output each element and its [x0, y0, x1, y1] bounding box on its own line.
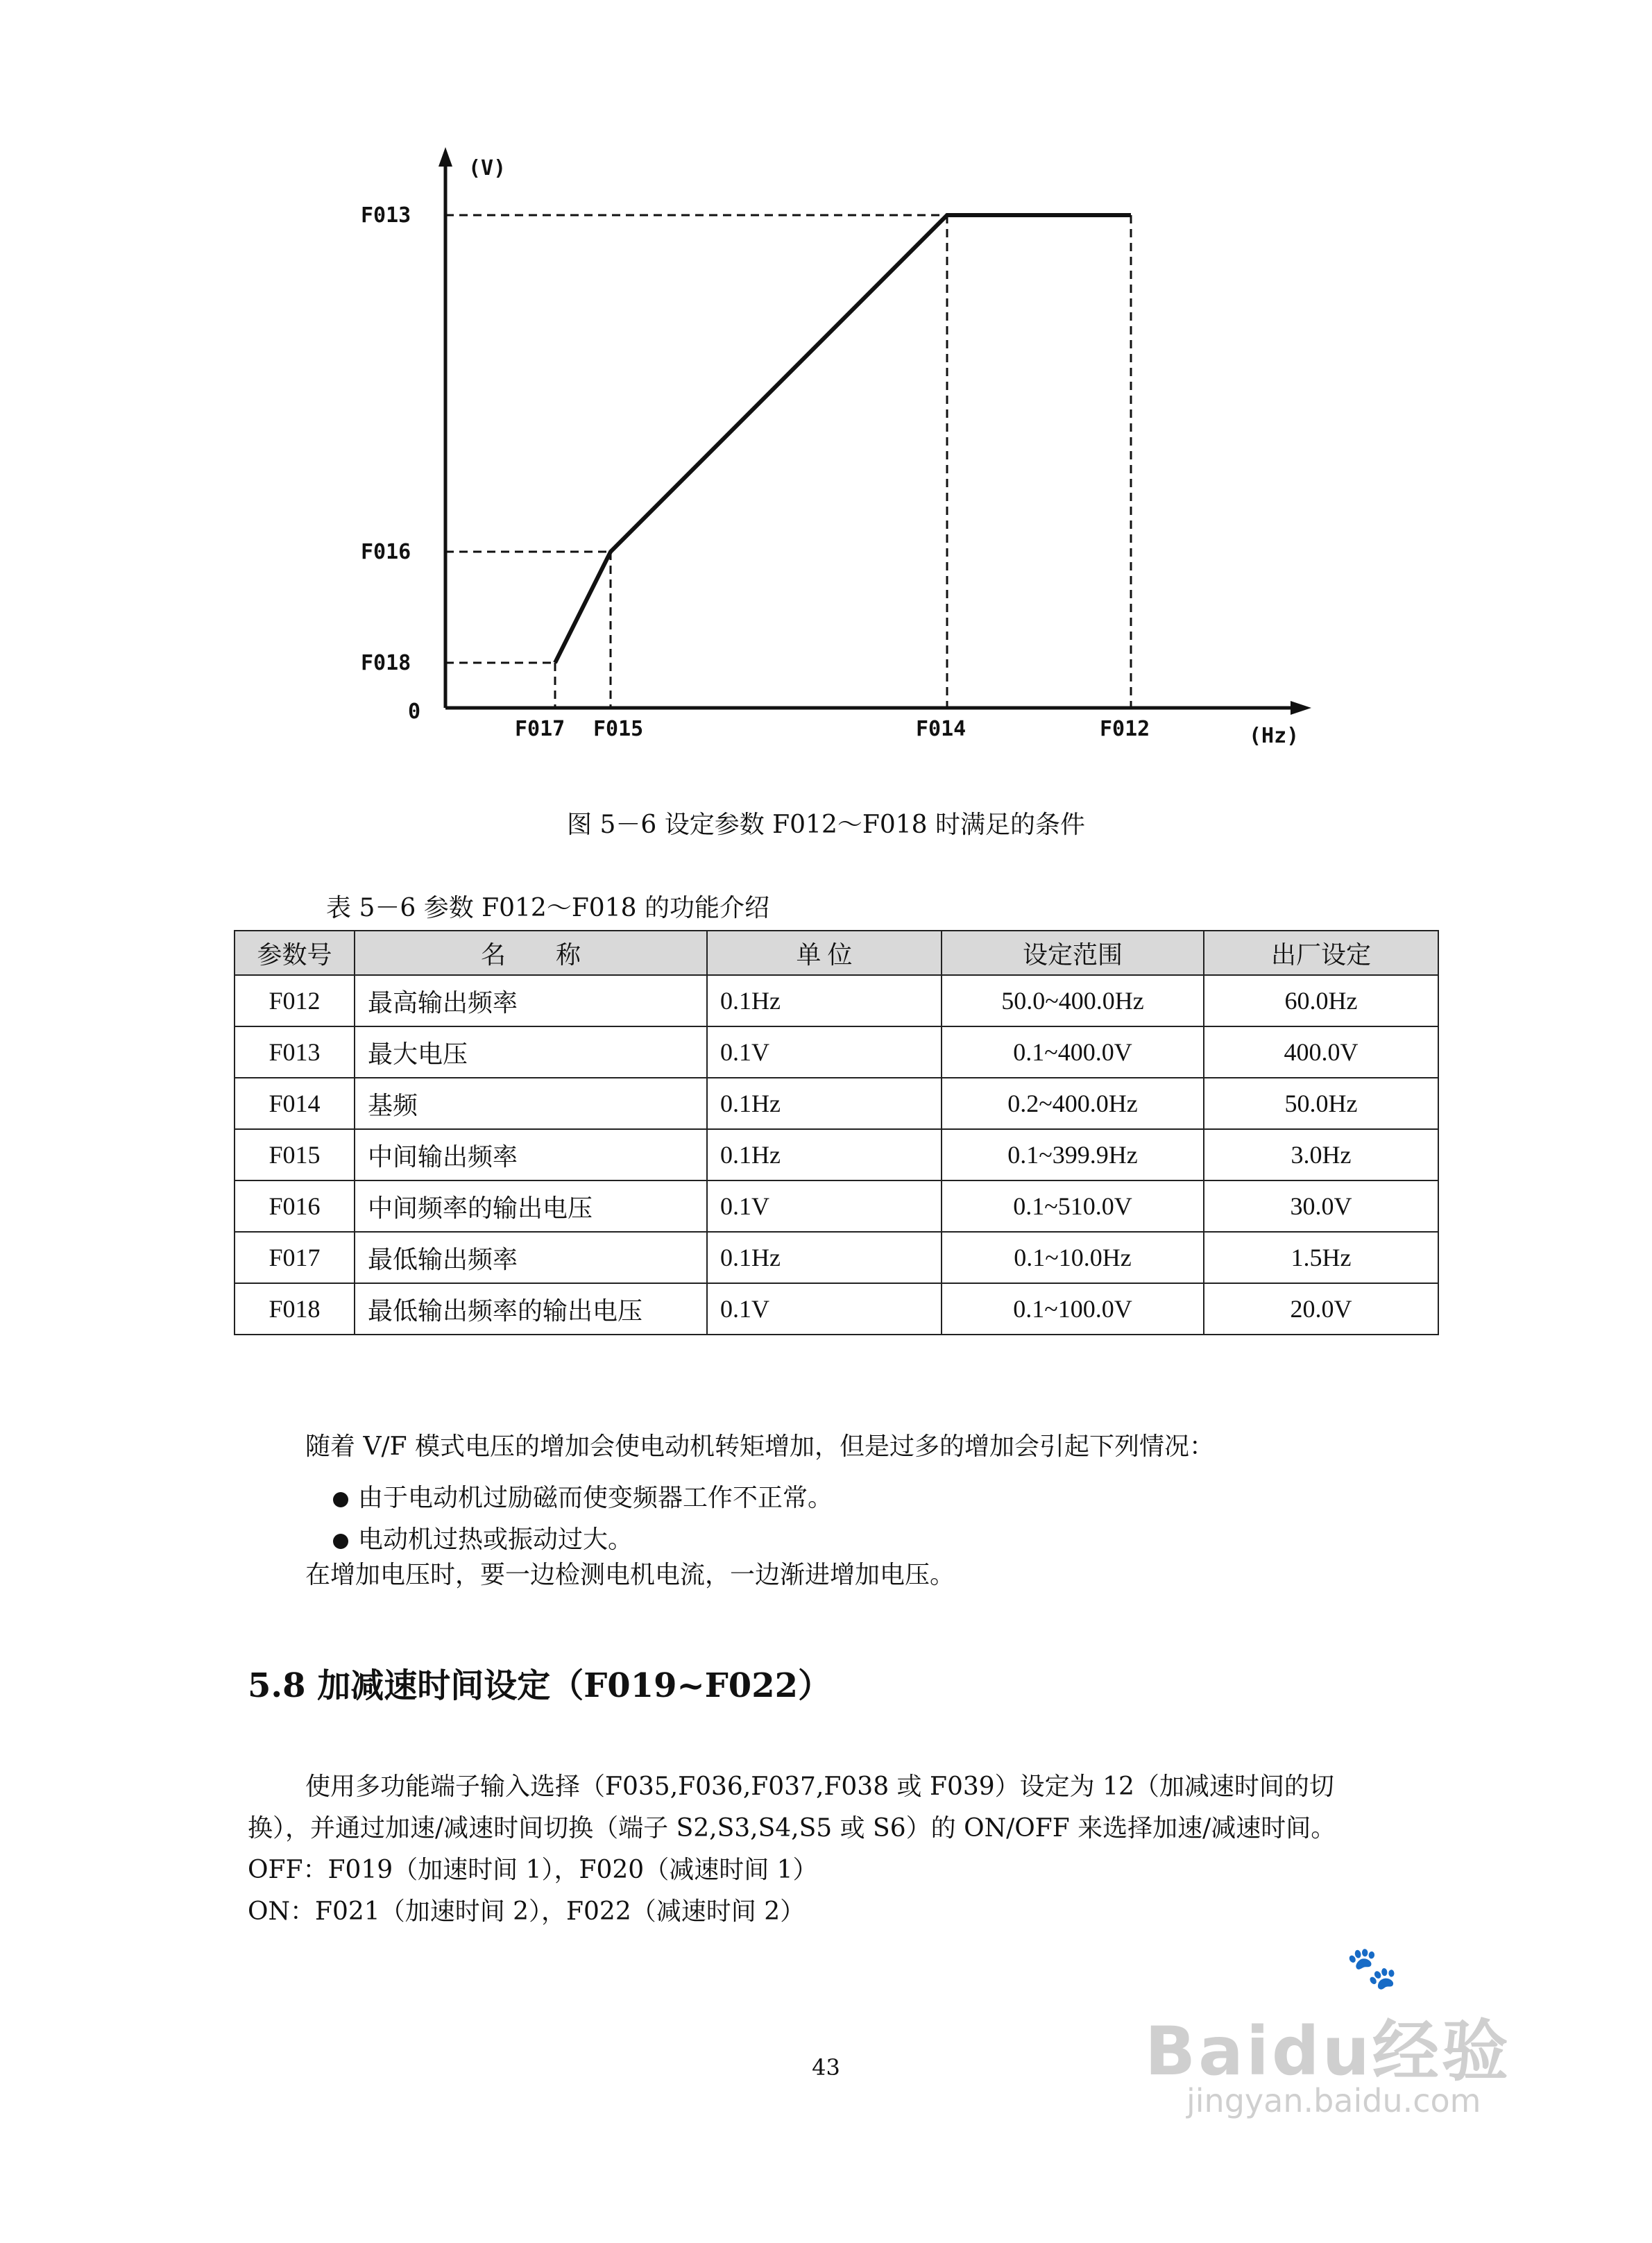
cell-default: 50.0Hz — [1204, 1078, 1438, 1129]
cell-param: F016 — [235, 1180, 355, 1232]
paragraph-line: 换），并通过加速/减速时间切换（端子 S2,S3,S4,S5 或 S6）的 ON/OFF 来选择加速/减速时间。 — [248, 1814, 1336, 1843]
cell-name: 最高输出频率 — [355, 975, 707, 1026]
origin-label: 0 — [408, 700, 421, 724]
cell-unit: 0.1Hz — [707, 1078, 942, 1129]
cell-range: 50.0~400.0Hz — [942, 975, 1204, 1026]
cell-param: F017 — [235, 1232, 355, 1283]
cell-range: 0.1~100.0V — [942, 1283, 1204, 1335]
ytick-f018: F018 — [361, 651, 411, 675]
xtick-f012: F012 — [1100, 717, 1150, 741]
cell-default: 20.0V — [1204, 1283, 1438, 1335]
xtick-f017: F017 — [515, 717, 565, 741]
table-header-row — [235, 931, 1438, 975]
paragraph-vf-intro: 随着 V/F 模式电压的增加会使电动机转矩增加，但是过多的增加会引起下列情况： — [305, 1432, 1214, 1461]
header-param-no: 参数号 — [235, 931, 355, 975]
cell-unit: 0.1V — [707, 1283, 942, 1335]
cell-unit: 0.1Hz — [707, 975, 942, 1026]
cell-range: 0.1~400.0V — [942, 1026, 1204, 1078]
cell-unit: 0.1Hz — [707, 1232, 942, 1283]
vf-series-line — [555, 215, 1131, 663]
header-default: 出厂设定 — [1204, 931, 1438, 975]
cell-param: F013 — [235, 1026, 355, 1078]
cell-param: F012 — [235, 975, 355, 1026]
ytick-f016: F016 — [361, 540, 411, 564]
table-row — [235, 1129, 1438, 1180]
x-axis-label: (Hz) — [1249, 724, 1300, 748]
cell-param: F018 — [235, 1283, 355, 1335]
cell-default: 30.0V — [1204, 1180, 1438, 1232]
cell-default: 3.0Hz — [1204, 1129, 1438, 1180]
cell-default: 400.0V — [1204, 1026, 1438, 1078]
baidu-watermark — [1138, 1943, 1582, 2131]
figure-caption: 图 5－6 设定参数 F012～F018 时满足的条件 — [567, 811, 1085, 839]
table-row — [235, 1026, 1438, 1078]
cell-range: 0.1~510.0V — [942, 1180, 1204, 1232]
off-line: OFF：F019（加速时间 1），F020（减速时间 1） — [248, 1856, 818, 1884]
cell-range: 0.1~10.0Hz — [942, 1232, 1204, 1283]
table-row — [235, 1283, 1438, 1335]
table-row — [235, 1180, 1438, 1232]
cell-name: 最低输出频率 — [355, 1232, 707, 1283]
cell-param: F015 — [235, 1129, 355, 1180]
table-row — [235, 1078, 1438, 1129]
vf-curve-chart — [333, 139, 1360, 763]
cell-param: F014 — [235, 1078, 355, 1129]
bullet-text: 由于电动机过励磁而使变频器工作不正常。 — [358, 1484, 833, 1512]
cell-name: 基频 — [355, 1078, 707, 1129]
table-row — [235, 975, 1438, 1026]
cell-name: 最低输出频率的输出电压 — [355, 1283, 707, 1335]
cell-default: 60.0Hz — [1204, 975, 1438, 1026]
bullet-dot-icon — [333, 1492, 348, 1507]
on-line: ON：F021（加速时间 2），F022（减速时间 2） — [248, 1897, 806, 1926]
cell-unit: 0.1V — [707, 1180, 942, 1232]
cell-name: 最大电压 — [355, 1026, 707, 1078]
header-range: 设定范围 — [942, 931, 1204, 975]
section-heading: 5.8 加减速时间设定（F019~F022） — [248, 1666, 831, 1705]
cell-unit: 0.1V — [707, 1026, 942, 1078]
cell-range: 0.1~399.9Hz — [942, 1129, 1204, 1180]
cell-unit: 0.1Hz — [707, 1129, 942, 1180]
table-row — [235, 1232, 1438, 1283]
paw-icon: 🐾 — [1346, 1944, 1398, 1992]
table-caption: 表 5－6 参数 F012～F018 的功能介绍 — [326, 894, 769, 922]
xtick-f015: F015 — [593, 717, 644, 741]
y-axis-label: (V) — [468, 156, 506, 180]
watermark-logo: Baidu经验 — [1145, 2013, 1511, 2090]
paragraph-line: 使用多功能端子输入选择（F035,F036,F037,F038 或 F039）设定为 12（加减速时间的切 — [305, 1772, 1334, 1801]
x-axis-arrow — [1291, 701, 1311, 715]
header-unit: 单 位 — [707, 931, 942, 975]
bullet-item — [333, 1520, 633, 1555]
xtick-f014: F014 — [916, 717, 966, 741]
page-number: 43 — [812, 2054, 840, 2081]
bullet-dot-icon — [333, 1534, 348, 1549]
bullet-item — [333, 1478, 833, 1514]
bullet-text: 电动机过热或振动过大。 — [358, 1525, 633, 1554]
watermark-url: jingyan.baidu.com — [1186, 2082, 1481, 2119]
header-name: 名 称 — [355, 931, 707, 975]
cell-name: 中间频率的输出电压 — [355, 1180, 707, 1232]
cell-default: 1.5Hz — [1204, 1232, 1438, 1283]
cell-range: 0.2~400.0Hz — [942, 1078, 1204, 1129]
cell-name: 中间输出频率 — [355, 1129, 707, 1180]
parameter-table — [234, 930, 1439, 1335]
y-axis-arrow — [438, 147, 452, 167]
ytick-f013: F013 — [361, 203, 411, 228]
paragraph-voltage-advice: 在增加电压时，要一边检测电机电流，一边渐进增加电压。 — [305, 1561, 955, 1589]
